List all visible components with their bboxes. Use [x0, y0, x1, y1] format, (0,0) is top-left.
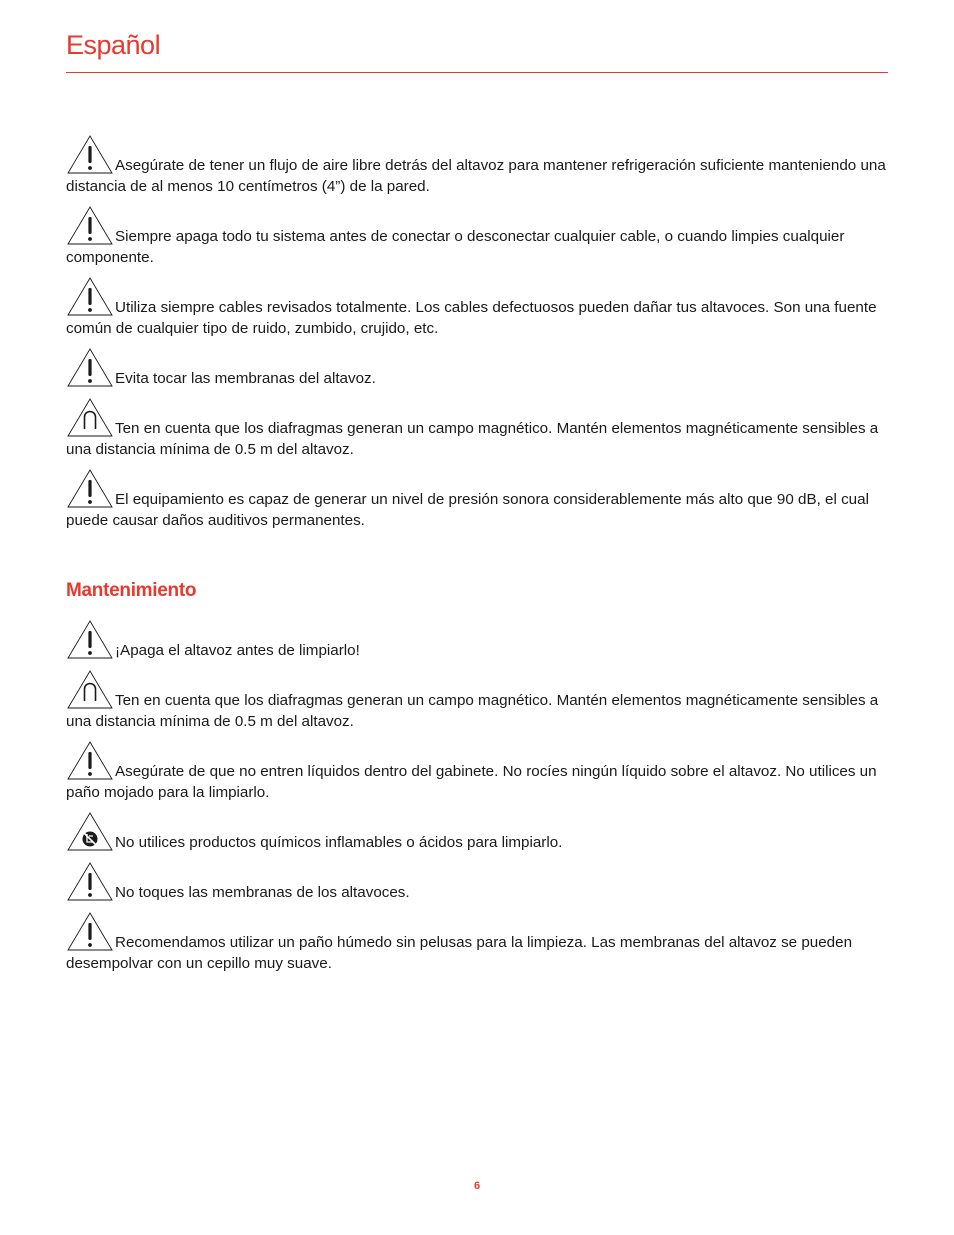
list-item: Ten en cuenta que los diafragmas generan un campo magnético. Mantén elementos magnéticamente sensibles a una distancia mínima de 0.5 m del altavoz. [66, 418, 888, 460]
warning-icon [66, 346, 114, 388]
list-item: Asegúrate de que no entren líquidos dentro del gabinete. No rocíes ningún líquido sobre el altavoz. No utilices un paño mojado para la limpiarlo. [66, 761, 888, 803]
list-item: Evita tocar las membranas del altavoz. [66, 368, 888, 389]
warning-icon [66, 133, 114, 175]
list-item: No toques las membranas de los altavoces. [66, 882, 888, 903]
list-item: Ten en cuenta que los diafragmas generan un campo magnético. Mantén elementos magnéticamente sensibles a una distancia mínima de 0.5 m del altavoz. [66, 690, 888, 732]
list-item: No utilices productos químicos inflamables o ácidos para limpiarlo. [66, 832, 888, 853]
warning-icon [66, 860, 114, 902]
list-item: El equipamiento es capaz de generar un nivel de presión sonora considerablemente más alto que 90 dB, el cual puede causar daños auditivos permanentes. [66, 489, 888, 531]
warning-icon [66, 275, 114, 317]
warning-icon [66, 910, 114, 952]
list-item: Utiliza siempre cables revisados totalmente. Los cables defectuosos pueden dañar tus altavoces. Son una fuente común de cualquier tipo de ruido, zumbido, crujido, etc. [66, 297, 888, 339]
no-chemicals-warning-icon [66, 810, 114, 852]
warning-icon [66, 618, 114, 660]
header-divider [66, 72, 888, 73]
list-item: Recomendamos utilizar un paño húmedo sin pelusas para la limpieza. Las membranas del altavoz se pueden desempolvar con un cepillo muy suave. [66, 932, 888, 974]
list-item: Siempre apaga todo tu sistema antes de conectar o desconectar cualquier cable, o cuando limpies cualquier componente. [66, 226, 888, 268]
magnet-warning-icon [66, 396, 114, 438]
page-number: 6 [473, 1180, 481, 1192]
warning-icon [66, 739, 114, 781]
section-heading-maintenance: Mantenimiento [66, 580, 197, 601]
maintenance-list [66, 640, 888, 974]
page-title: Español [66, 30, 161, 60]
list-item: Asegúrate de tener un flujo de aire libre detrás del altavoz para mantener refrigeración suficiente manteniendo una distancia de al menos 10 centímetros (4”) de la pared. [66, 155, 888, 197]
warning-icon [66, 204, 114, 246]
warning-icon [66, 467, 114, 509]
safety-list [66, 155, 888, 531]
magnet-warning-icon [66, 668, 114, 710]
list-item: ¡Apaga el altavoz antes de limpiarlo! [66, 640, 888, 661]
